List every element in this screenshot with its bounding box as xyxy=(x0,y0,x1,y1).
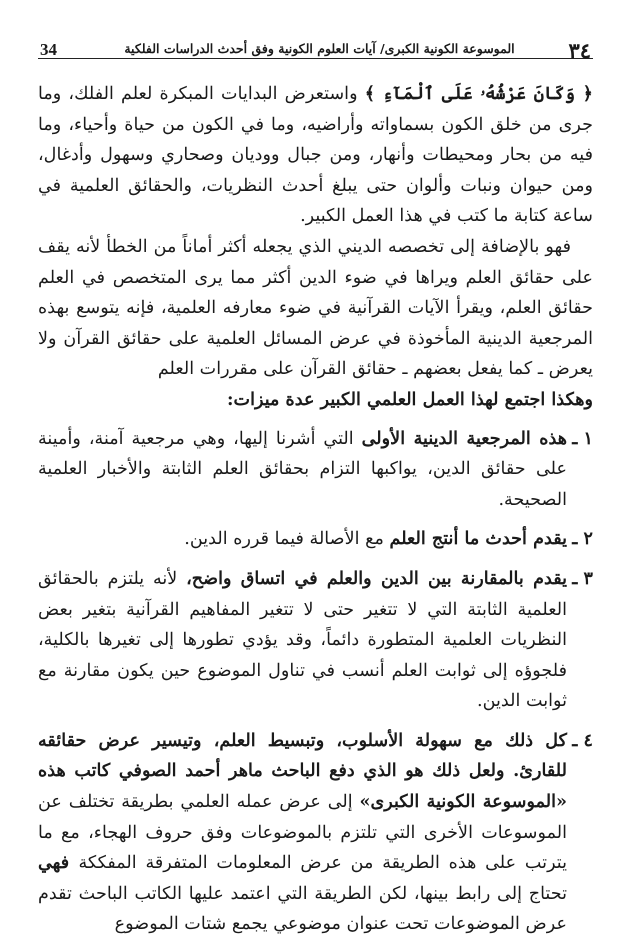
item-number: ٢ ـ xyxy=(572,528,593,550)
running-title: الموسوعة الكونية الكبرى/ آيات العلوم الكونية وفق أحدث الدراسات الفلكية xyxy=(124,41,515,56)
quran-quote: ﴿ وَكَانَ عَرْشُهُۥ عَلَى ٱلْمَآءِ ﴾ xyxy=(364,83,593,104)
item-lead: هذه المرجعية الدينية الأولى xyxy=(361,427,568,449)
list-item-2 xyxy=(38,524,593,555)
list-item-1 xyxy=(38,424,593,516)
item-number: ٣ ـ xyxy=(572,567,593,589)
item-text: مع الأصالة فيما قرره الدين. xyxy=(184,529,390,550)
item-lead-2: فهي xyxy=(38,852,79,874)
list-item-4 xyxy=(38,726,593,940)
page-number-latin: 34 xyxy=(40,40,57,59)
item-number: ٤ ـ xyxy=(572,729,593,751)
paragraph-2 xyxy=(38,232,593,416)
item-lead: كل ذلك مع سهولة الأسلوب، وتبسيط العلم، وتيسير عرض حقائقه للقارئ. ولعل ذلك هو الذي دفع الباحث ماهر أحمد الصوفي كاتب هذه «الموسوعة الكونية الكبرى» xyxy=(38,729,567,813)
item-number: ١ ـ xyxy=(572,427,593,449)
page-header xyxy=(38,0,593,63)
item-text: إلى عرض عمله العلمي بطريقة تختلف عن الموسوعات الأخرى التي تلتزم بالموضوعات وفق حروف الهجاء، مع ما يترتب على هذه الطريقة من عرض المعلومات المتفرقة المفككة xyxy=(38,792,567,874)
item-text: لأنه يلتزم بالحقائق العلمية الثابتة التي لا تتغير حتى لا تتغير المفاهيم القرآنية بتغير بعض النظريات العلمية المتطورة دائماً، وقد يؤدي تطورها إلى تغيرها بالكلية، فلجوؤه إلى ثوابت العلم أنسب في تناول الموضوع حين يكون مقارنة مع ثوابت الدين. xyxy=(38,568,567,712)
paragraph-2-text: فهو بالإضافة إلى تخصصه الديني الذي يجعله أكثر أماناً من الخطأ لأنه يقف على حقائق العلم ويراها في ضوء الدين أكثر مما يرى المتخصص في العلم حقائق العلم، ويقرأ الآيات القرآنية في ضوء معارفه العلمية، فإنه يتوسع بهذه المرجعية الدينية المأخوذة في عرض المسائل العلمية على حقائق القرآن ولا يعرض ـ كما يفعل بعضهم ـ حقائق القرآن على مقررات العلم xyxy=(38,236,593,380)
page-number-arabic: ٣٤ xyxy=(568,38,591,63)
item-text: التي أشرنا إليها، وهي مرجعية آمنة، وأمينة على حقائق الدين، يواكبها التزام بحقائق العلم الثابتة والأخبار العلمية الصحيحة. xyxy=(38,428,567,510)
intro-text: واستعرض البدايات المبكرة لعلم الفلك، وما جرى من خلق الكون بسماواته وأراضيه، وما في الكون من حياة وأحياء، وما فيه من بحار ومحيطات وأنهار، ومن جبال ووديان وصحاري وسهول وأدغال، ومن حيوان ونبات وألوان حتى يبلغ أحدث النظريات، والحقائق العلمية في ساعة كتابة ما كتب في هذا العمل الكبير. xyxy=(38,84,593,227)
item-lead: يقدم بالمقارنة بين الدين والعلم في اتساق واضح، xyxy=(186,567,568,589)
features-heading: وهكذا اجتمع لهذا العمل العلمي الكبير عدة ميزات: xyxy=(227,388,593,410)
list-item-3 xyxy=(38,564,593,717)
page-body xyxy=(38,79,593,940)
item-lead: يقدم أحدث ما أنتج العلم xyxy=(389,528,567,550)
item-text-2: تحتاج إلى رابط بينها، لكن الطريقة التي اعتمد عليها الكاتب الباحث تقدم عرض الموضوعات تحت عنوان موضوعي يجمع شتات الموضوع xyxy=(38,883,567,935)
intro-paragraph xyxy=(38,79,593,232)
